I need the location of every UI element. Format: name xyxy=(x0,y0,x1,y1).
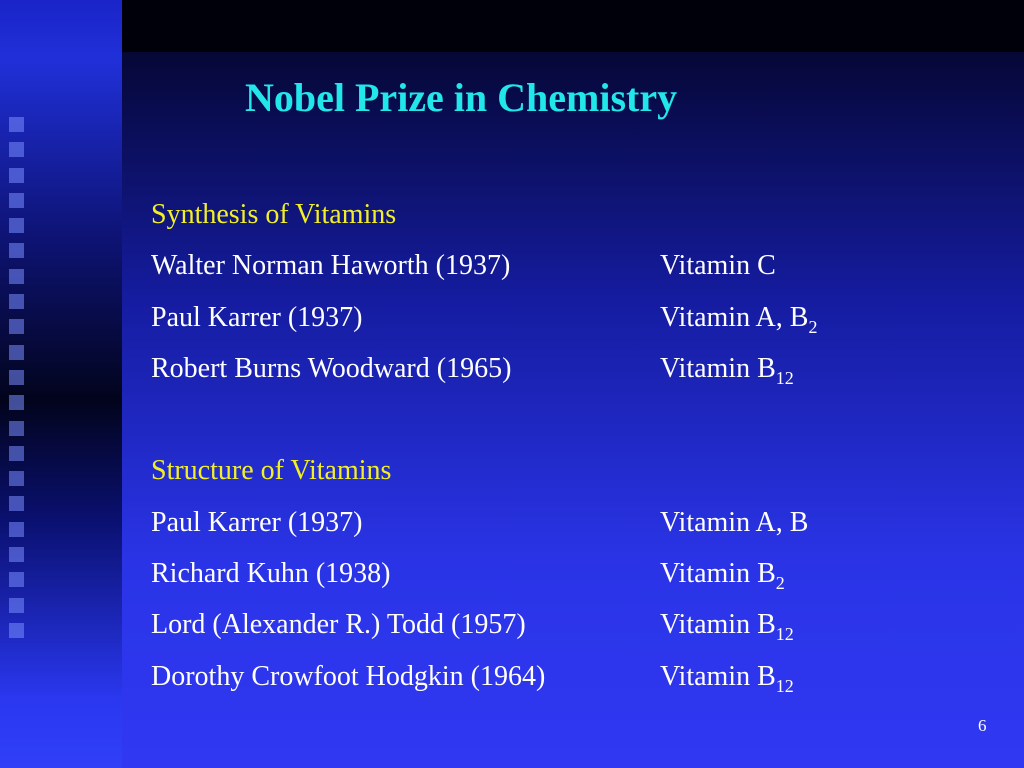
decorative-square xyxy=(9,623,24,638)
synthesis-row xyxy=(151,292,818,343)
decorative-square xyxy=(9,243,24,258)
vitamin-cell xyxy=(660,292,817,343)
synthesis-row xyxy=(151,240,776,291)
vitamin-name: Vitamin B xyxy=(660,660,776,692)
vitamin-cell xyxy=(660,599,794,650)
structure-row xyxy=(151,651,794,702)
structure-heading: Structure of Vitamins xyxy=(151,455,392,487)
decorative-square xyxy=(9,269,24,284)
slide-title: Nobel Prize in Chemistry xyxy=(245,75,678,120)
vitamin-cell xyxy=(660,343,794,394)
decorative-square xyxy=(9,370,24,385)
laureate-name: Robert Burns Woodward (1965) xyxy=(151,352,512,384)
top-dark-band xyxy=(122,0,1024,52)
vitamin-cell xyxy=(660,548,785,599)
synthesis-row xyxy=(151,343,794,394)
laureate-name: Richard Kuhn (1938) xyxy=(151,558,391,590)
decorative-square xyxy=(9,421,24,436)
vitamin-name: Vitamin B xyxy=(660,558,776,590)
vitamin-name: Vitamin B xyxy=(660,352,776,384)
vitamin-cell xyxy=(660,240,776,291)
decorative-square xyxy=(9,168,24,183)
laureate-name: Paul Karrer (1937) xyxy=(151,301,363,333)
decorative-square xyxy=(9,547,24,562)
laureate-name: Walter Norman Haworth (1937) xyxy=(151,250,511,282)
laureate-name: Lord (Alexander R.) Todd (1957) xyxy=(151,609,526,641)
synthesis-heading: Synthesis of Vitamins xyxy=(151,199,397,230)
structure-row xyxy=(151,599,794,650)
decorative-squares xyxy=(4,117,30,648)
vitamin-cell xyxy=(660,497,808,548)
vitamin-name: Vitamin A, B xyxy=(660,301,809,333)
laureate-name: Dorothy Crowfoot Hodgkin (1964) xyxy=(151,660,546,692)
decorative-square xyxy=(9,598,24,613)
decorative-square xyxy=(9,294,24,309)
decorative-square xyxy=(9,117,24,132)
slide-content xyxy=(151,189,818,702)
vitamin-subscript: 12 xyxy=(775,624,794,645)
decorative-square xyxy=(9,319,24,334)
vitamin-cell xyxy=(660,651,794,702)
decorative-square xyxy=(9,496,24,511)
decorative-square xyxy=(9,471,24,486)
vitamin-subscript: 12 xyxy=(775,367,794,388)
vitamin-subscript: 2 xyxy=(775,573,785,594)
section-spacer xyxy=(151,394,396,445)
left-decorative-bar xyxy=(0,0,122,768)
vitamin-name: Vitamin B xyxy=(660,609,776,641)
decorative-square xyxy=(9,395,24,410)
laureate-name: Paul Karrer (1937) xyxy=(151,506,363,538)
decorative-square xyxy=(9,446,24,461)
structure-row xyxy=(151,548,785,599)
decorative-square xyxy=(9,142,24,157)
vitamin-name: Vitamin A, B xyxy=(660,506,809,538)
decorative-square xyxy=(9,345,24,360)
vitamin-subscript: 12 xyxy=(775,675,794,696)
decorative-square xyxy=(9,218,24,233)
page-number: 6 xyxy=(978,716,987,735)
vitamin-name: Vitamin C xyxy=(660,250,776,282)
decorative-square xyxy=(9,522,24,537)
structure-row xyxy=(151,497,809,548)
decorative-square xyxy=(9,572,24,587)
vitamin-subscript: 2 xyxy=(808,316,818,337)
decorative-square xyxy=(9,193,24,208)
